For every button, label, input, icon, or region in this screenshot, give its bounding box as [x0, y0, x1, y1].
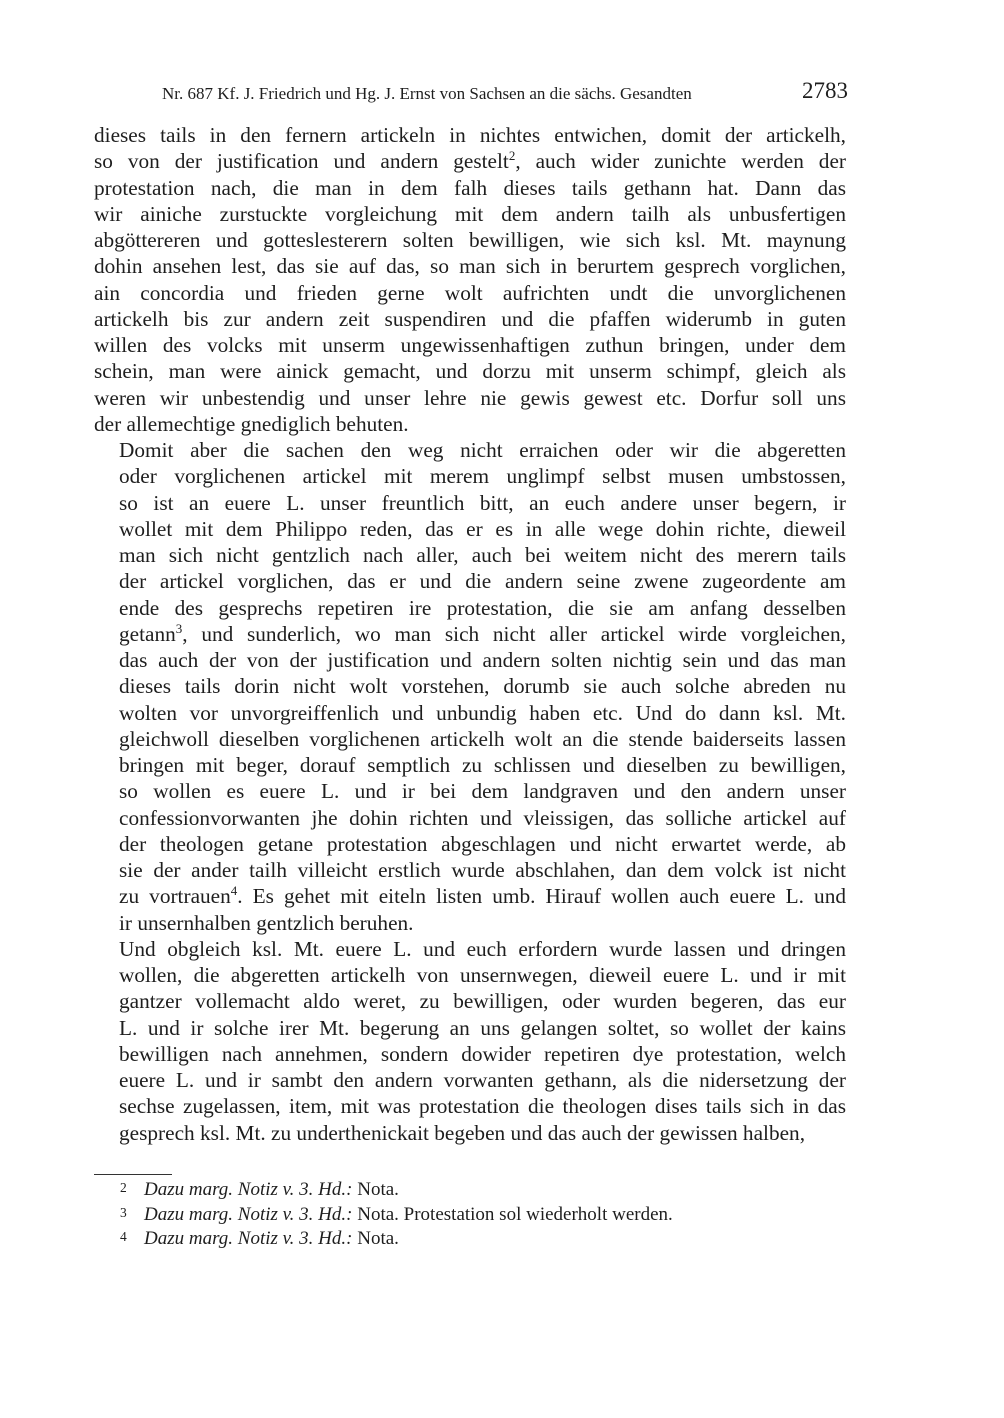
running-header — [162, 78, 848, 108]
text-line: willen des volcks mit unserm ungewissenhaftigen zuthun bringen, under dem — [94, 333, 846, 357]
footnote-body — [122, 1227, 399, 1252]
text-line: sechse zugelassen, item, mit was protestation die theologen dises tails sich in das — [119, 1094, 846, 1119]
text-line: so ist an euere L. unser freuntlich bitt, an euch andere unser begern, ir — [119, 490, 846, 515]
footnote-text: Nota. — [352, 1228, 399, 1249]
text-segment: getann — [119, 621, 176, 646]
text-segment: , auch wider zunichte werden der — [515, 149, 846, 174]
text-line: Und obgleich ksl. Mt. euere L. und euch erfordern wurde lassen und dringen — [119, 936, 846, 961]
text-line — [94, 621, 846, 647]
text-line: ir unsernhalben gentzlich beruhen. — [119, 910, 414, 935]
text-line: ain concordia und frieden gerne wolt aufrichten undt die unvorglichenen — [94, 280, 846, 305]
page-number: 2783 — [802, 78, 848, 103]
footnote-number: 2 — [120, 1180, 127, 1195]
footnote — [94, 1203, 846, 1228]
footnote-rule — [94, 1174, 172, 1175]
text-line: wollen, die abgeretten artickelh von unsernwegen, dieweil euere L. und ir mit — [119, 963, 846, 987]
text-line: gesprech ksl. Mt. zu underthenickait begeben und das auch der gewissen halben, — [119, 1120, 806, 1145]
footnote-text: Nota. — [352, 1179, 399, 1200]
text-segment: , und sunderlich, wo man sich nicht aller artickel wirde vorgleichen, — [182, 621, 846, 646]
footnote-body — [122, 1203, 673, 1228]
text-line: dieses tails in den fernern artickeln in nichtes entwichen, domit der artickelh, — [94, 123, 846, 147]
text-line: euere L. und ir sambt den andern vorwanten gethann, als die nidersetzung der — [119, 1068, 846, 1092]
text-line: bringen mit beger, dorauf semptlich zu schlissen und dieselben zu bewilligen, — [119, 753, 846, 777]
text-line: der allemechtige gnediglich behuten. — [94, 411, 409, 436]
paragraph — [94, 437, 846, 936]
text-line: schein, man were ainick gemacht, und dorzu mit unserm schimpf, gleich als — [94, 359, 846, 384]
footnote-label: Dazu marg. Notiz v. 3. Hd.: — [144, 1203, 353, 1225]
footnote — [94, 1227, 846, 1252]
text-line: gleichwoll dieselben vorglichenen artickelh wolt an die stende baiderseits lassen — [119, 726, 846, 751]
text-line: oder vorglichenen artickel mit merem unglimpf selbst musen umbstossen, — [119, 464, 846, 489]
footnote — [94, 1178, 846, 1203]
body-text — [94, 122, 846, 1146]
text-line: protestation nach, die man in dem falh dieses tails gethann hat. Dann das — [94, 175, 846, 200]
footnote-number: 4 — [120, 1229, 127, 1244]
text-line: gantzer vollemacht aldo weret, zu bewilligen, oder wurden begeren, das eur — [119, 989, 846, 1014]
text-line: L. und ir solche irer Mt. begerung an uns gelangen soltet, so wollet der kains — [119, 1015, 846, 1040]
footnote-ref[interactable]: 2 — [508, 148, 516, 164]
text-line — [94, 148, 846, 174]
text-line: Domit aber die sachen den weg nicht erraichen oder wir die abgeretten — [119, 438, 846, 462]
text-line: dohin ansehen lest, das sie auf das, so man sich in berurtem gesprech vorglichen, — [94, 254, 846, 279]
text-line: das auch der von der justification und andern solten nichtig sein und das man — [119, 648, 846, 672]
text-line: sie der ander tailh villeicht erstlich wurde abschlahen, dan dem volck ist nicht — [119, 858, 846, 882]
text-line: wolten vor unvorgreiffenlich und unbundig haben etc. Und do dann ksl. Mt. — [119, 700, 846, 725]
text-line: weren wir unbestendig und unser lehre nie gewis gewest etc. Dorfur soll uns — [94, 385, 846, 410]
text-line: confessionvorwanten jhe dohin richten und vleissigen, das solliche artickel auf — [119, 805, 846, 830]
text-line: der theologen getane protestation abgeschlagen und nicht erwartet werde, ab — [119, 831, 846, 856]
running-title: Nr. 687 Kf. J. Friedrich und Hg. J. Ernst von Sachsen an die sächs. Gesandten — [162, 84, 692, 103]
paragraph — [94, 936, 846, 1146]
text-line: wir ainiche zurstuckte vorgleichung mit dem andern tailh als unbusfertigen — [94, 201, 846, 226]
text-line: der artickel vorglichen, das er und die andern seine zwene zugeordente am — [119, 569, 846, 594]
footnote-text: Nota. Protestation sol wiederholt werden. — [352, 1203, 673, 1225]
text-line: ende des gesprechs repetiren ire protestation, die sie am anfang desselben — [119, 595, 846, 620]
text-segment: . Es gehet mit eiteln listen umb. Hirauf wollen auch euere L. und — [237, 884, 846, 909]
footnote-ref[interactable]: 3 — [175, 620, 183, 636]
text-line: man sich nicht gentzlich nach aller, auch bei weitem nicht des merern tails — [119, 543, 846, 567]
text-segment: zu vortrauen — [119, 884, 231, 909]
footnote-label: Dazu marg. Notiz v. 3. Hd.: — [144, 1179, 353, 1200]
text-line: so wollen es euere L. und ir bei dem landgraven und den andern unser — [119, 779, 846, 804]
footnote-label: Dazu marg. Notiz v. 3. Hd.: — [144, 1228, 353, 1249]
text-line: bewilligen nach annehmen, sondern dowider repetiren dye protestation, welch — [119, 1041, 846, 1066]
text-line: dieses tails dorin nicht wolt vorstehen, dorumb sie auch solche abreden nu — [119, 674, 846, 699]
text-line: artickelh bis zur andern zeit suspendiren und die pfaffen widerumb in guten — [94, 306, 846, 331]
paragraph — [94, 122, 846, 437]
text-line: abgöttereren und gotteslesterern solten bewilligen, wie sich ksl. Mt. maynung — [94, 228, 846, 252]
text-line: wollet mit dem Philippo reden, das er es in alle wege dohin richte, dieweil — [119, 516, 846, 541]
text-segment: so von der justification und andern gestelt — [94, 149, 509, 174]
footnote-ref[interactable]: 4 — [230, 883, 238, 899]
footnote-body — [122, 1178, 399, 1203]
footnote-number: 3 — [120, 1204, 127, 1220]
footnotes — [94, 1178, 846, 1252]
text-line — [94, 883, 846, 909]
